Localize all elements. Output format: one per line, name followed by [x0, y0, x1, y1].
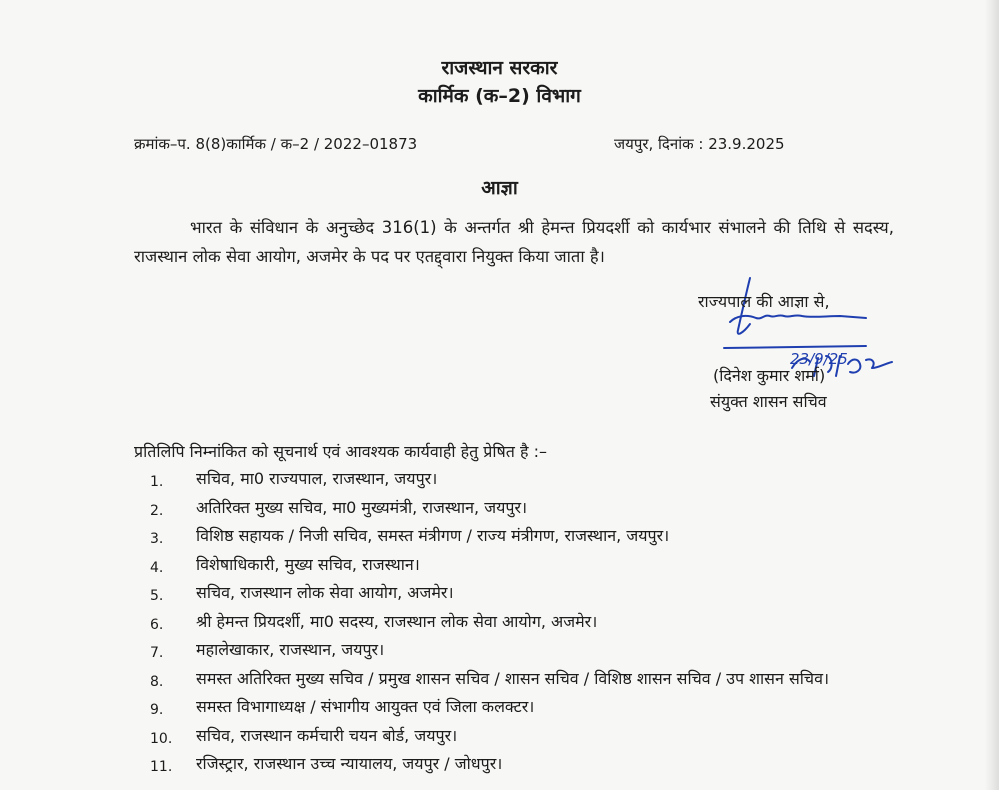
list-item: 10. सचिव, राजस्थान कर्मचारी चयन बोर्ड, जयपुर।: [150, 725, 458, 747]
list-item: 5. सचिव, राजस्थान लोक सेवा आयोग, अजमेर।: [150, 583, 454, 604]
list-item: 8. समस्त अतिरिक्त मुख्य सचिव / प्रमुख शासन सचिव / शासन सचिव / विशिष्ठ शासन सचिव / उप शासन सचिव।: [150, 668, 830, 690]
copy-to-intro: प्रतिलिपि निम्नांकित को सूचनार्थ एवं आवश्यक कार्यवाही हेतु प्रेषित है :–: [134, 442, 547, 461]
copy-to-list: [150, 466, 910, 780]
signature-date: 23/9/25: [790, 350, 848, 368]
order-body-text: भारत के संविधान के अनुच्छेद 316(1) के अन्तर्गत श्री हेमन्त प्रियदर्शी को कार्यभार संभालने की तिथि से सदस्य, राजस्थान लोक सेवा आयोग, अजमेर के पद पर एतद्द्वारा नियुक्त किया जाता है।: [134, 218, 894, 266]
place-date: जयपुर, दिनांक : 23.9.2025: [614, 135, 785, 153]
reference-number: क्रमांक–प. 8(8)कार्मिक / क–2 / 2022–01873: [134, 135, 418, 153]
list-item: 9. समस्त विभागाध्यक्ष / संभागीय आयुक्त एवं जिला कलक्टर।: [150, 697, 535, 718]
by-order-text: राज्यपाल की आज्ञा से,: [698, 292, 830, 311]
page-edge-shadow: [985, 0, 999, 790]
list-item: 2. अतिरिक्त मुख्य सचिव, मा0 मुख्यमंत्री, राजस्थान, जयपुर।: [150, 497, 528, 519]
signatory-name: (दिनेश कुमार शर्मा): [713, 366, 826, 385]
list-item: 6. श्री हेमन्त प्रियदर्शी, मा0 सदस्य, राजस्थान लोक सेवा आयोग, अजमेर।: [150, 611, 598, 633]
list-item: 11. रजिस्ट्रार, राजस्थान उच्च न्यायालय, जयपुर / जोधपुर।: [150, 754, 503, 775]
list-item: 4. विशेषाधिकारी, मुख्य सचिव, राजस्थान।: [150, 554, 420, 576]
order-heading: आज्ञा: [481, 177, 518, 199]
department-title: कार्मिक (क–2) विभाग: [418, 85, 581, 107]
list-item: 3. विशिष्ठ सहायक / निजी सचिव, समस्त मंत्रीगण / राज्य मंत्रीगण, राजस्थान, जयपुर।: [150, 526, 670, 547]
list-item: 1. सचिव, मा0 राज्यपाल, राजस्थान, जयपुर।: [150, 469, 438, 490]
signatory-designation: संयुक्त शासन सचिव: [710, 392, 827, 411]
order-body: [134, 213, 894, 271]
list-item: 7. महालेखाकार, राजस्थान, जयपुर।: [150, 640, 385, 661]
government-title: राजस्थान सरकार: [441, 57, 558, 79]
